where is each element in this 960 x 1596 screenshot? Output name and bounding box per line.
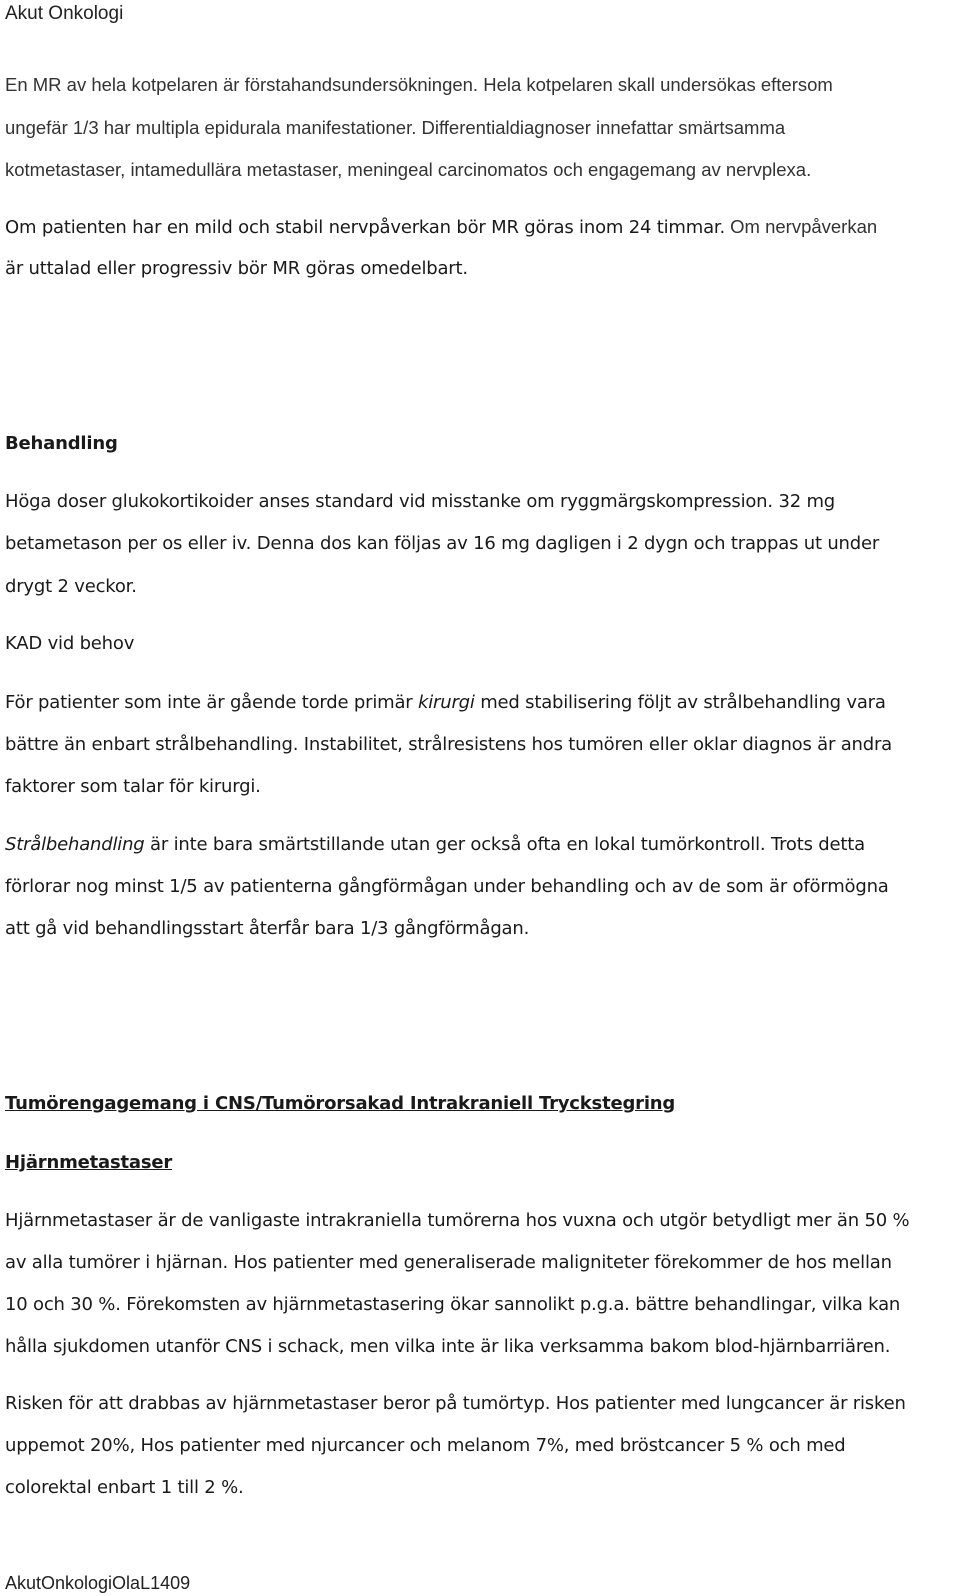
text-line: En MR av hela kotpelaren är förstahandsundersökningen. Hela kotpelaren skall undersökas eftersom — [5, 74, 833, 95]
text-span: För patienter som inte är gående torde primär — [5, 692, 419, 713]
kad-line: KAD vid behov — [5, 633, 135, 654]
emphasis-stralbehandling: Strålbehandling — [5, 834, 145, 855]
subheading-hjarnmetastaser: Hjärnmetastaser — [5, 1152, 173, 1173]
text-line: förlorar nog minst 1/5 av patienterna gångförmågan under behandling och av de som är oförmögna — [5, 876, 889, 897]
text-line: hålla sjukdomen utanför CNS i schack, men vilka inte är lika verksamma bakom blod-hjärnbarriären. — [5, 1336, 891, 1357]
text-span: med stabilisering följt av strålbehandling vara — [474, 692, 886, 713]
text-span: Om patienten har en mild och stabil nervpåverkan bör MR göras inom 24 timmar. — [5, 217, 725, 238]
text-line: faktorer som talar för kirurgi. — [5, 776, 261, 797]
emphasis-kirurgi: kirurgi — [418, 692, 475, 713]
text-line: 10 och 30 %. Förekomsten av hjärnmetastasering ökar sannolikt p.g.a. bättre behandlingar, vilka kan — [5, 1294, 901, 1315]
text-line: Hjärnmetastaser är de vanligaste intrakraniella tumörerna hos vuxna och utgör betydligt mer än 50 % — [5, 1210, 910, 1231]
page-footer-code: AkutOnkologiOlaL1409 — [5, 1573, 191, 1593]
text-line: colorektal enbart 1 till 2 %. — [5, 1477, 244, 1498]
text-span: Om nervpåverkan — [725, 216, 878, 237]
text-line: bättre än enbart strålbehandling. Instabilitet, strålresistens hos tumören eller oklar diagnos är andra — [5, 734, 893, 755]
text-line — [5, 215, 877, 240]
text-line: Höga doser glukokortikoider anses standard vid misstanke om ryggmärgskompression. 32 mg — [5, 491, 836, 512]
text-line: är uttalad eller progressiv bör MR göras omedelbart. — [5, 258, 468, 279]
text-line: kotmetastaser, intamedullära metastaser, meningeal carcinomatos och engagemang av nervplexa. — [5, 159, 812, 180]
text-span: är inte bara smärtstillande utan ger också ofta en lokal tumörkontroll. Trots detta — [144, 834, 865, 855]
text-line: betametason per os eller iv. Denna dos kan följas av 16 mg dagligen i 2 dygn och trappas ut under — [5, 533, 880, 554]
text-line: drygt 2 veckor. — [5, 576, 137, 597]
page-header-title: Akut Onkologi — [5, 3, 124, 24]
text-line — [5, 833, 865, 857]
text-line — [5, 691, 886, 715]
text-line: att gå vid behandlingsstart återfår bara 1/3 gångförmågan. — [5, 918, 530, 939]
text-line: uppemot 20%, Hos patienter med njurcancer och melanom 7%, med bröstcancer 5 % och med — [5, 1435, 846, 1456]
text-line: ungefär 1/3 har multipla epidurala manifestationer. Differentialdiagnoser innefattar smärtsamma — [5, 117, 786, 138]
text-line: av alla tumörer i hjärnan. Hos patienter med generaliserade maligniteter förekommer de hos mellan — [5, 1252, 892, 1273]
section-heading-behandling: Behandling — [5, 433, 118, 454]
text-line: Risken för att drabbas av hjärnmetastaser beror på tumörtyp. Hos patienter med lungcancer är risken — [5, 1393, 906, 1414]
section-heading-cns: Tumörengagemang i CNS/Tumörorsakad Intrakraniell Tryckstegring — [5, 1093, 676, 1114]
